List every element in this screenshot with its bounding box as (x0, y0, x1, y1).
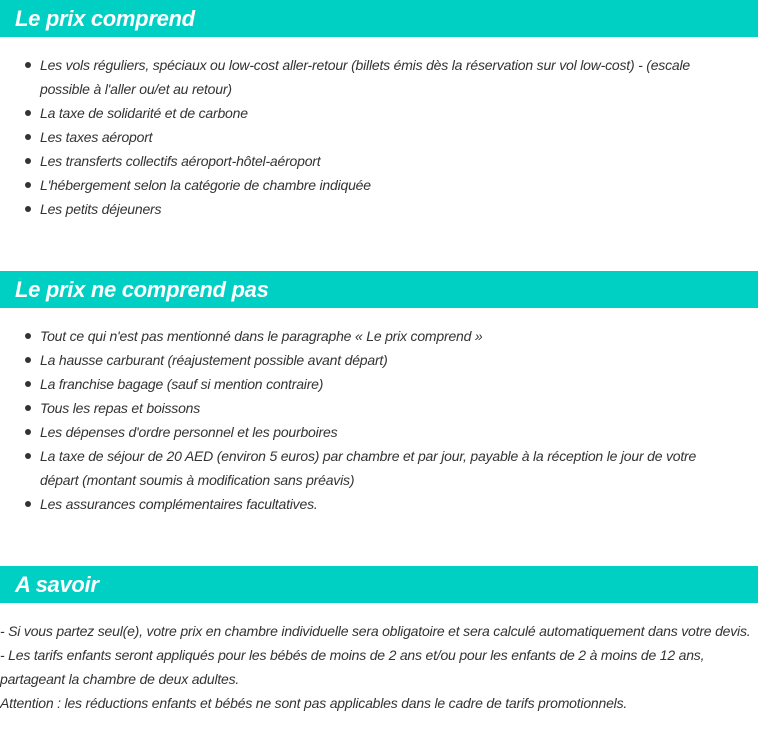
to-know-text (0, 619, 758, 715)
list-item: Les assurances complémentaires facultatives. (0, 492, 758, 516)
list-item: Les vols réguliers, spéciaux ou low-cost aller-retour (billets émis dès la réservation sur vol low-cost) - (escale possible à l'aller ou/et au retour) (0, 53, 758, 101)
info-paragraph: Attention : les réductions enfants et bébés ne sont pas applicables dans le cadre de tarifs promotionnels. (0, 695, 628, 711)
included-list (0, 53, 758, 221)
list-item: Les transferts collectifs aéroport-hôtel-aéroport (0, 149, 758, 173)
list-item: Les petits déjeuners (0, 197, 758, 221)
list-item: L'hébergement selon la catégorie de chambre indiquée (0, 173, 758, 197)
section-header-to-know: A savoir (0, 566, 758, 603)
list-item: La franchise bagage (sauf si mention contraire) (0, 372, 758, 396)
list-item: La taxe de solidarité et de carbone (0, 101, 758, 125)
list-item: Tout ce qui n'est pas mentionné dans le paragraphe « Le prix comprend » (0, 324, 758, 348)
list-item: La hausse carburant (réajustement possible avant départ) (0, 348, 758, 372)
info-paragraph: - Les tarifs enfants seront appliqués pour les bébés de moins de 2 ans et/ou pour les enfants de 2 à moins de 12 ans, partageant la chambre de deux adultes. (0, 647, 705, 687)
section-header-included: Le prix comprend (0, 0, 758, 37)
list-item: Tous les repas et boissons (0, 396, 758, 420)
list-item: Les taxes aéroport (0, 125, 758, 149)
section-header-not-included: Le prix ne comprend pas (0, 271, 758, 308)
info-paragraph: - Si vous partez seul(e), votre prix en chambre individuelle sera obligatoire et sera calculé automatiquement dans votre devis. (0, 623, 751, 639)
list-item: Les dépenses d'ordre personnel et les pourboires (0, 420, 758, 444)
list-item: La taxe de séjour de 20 AED (environ 5 euros) par chambre et par jour, payable à la réception le jour de votre départ (montant soumis à modification sans préavis) (0, 444, 758, 492)
not-included-list (0, 324, 758, 516)
